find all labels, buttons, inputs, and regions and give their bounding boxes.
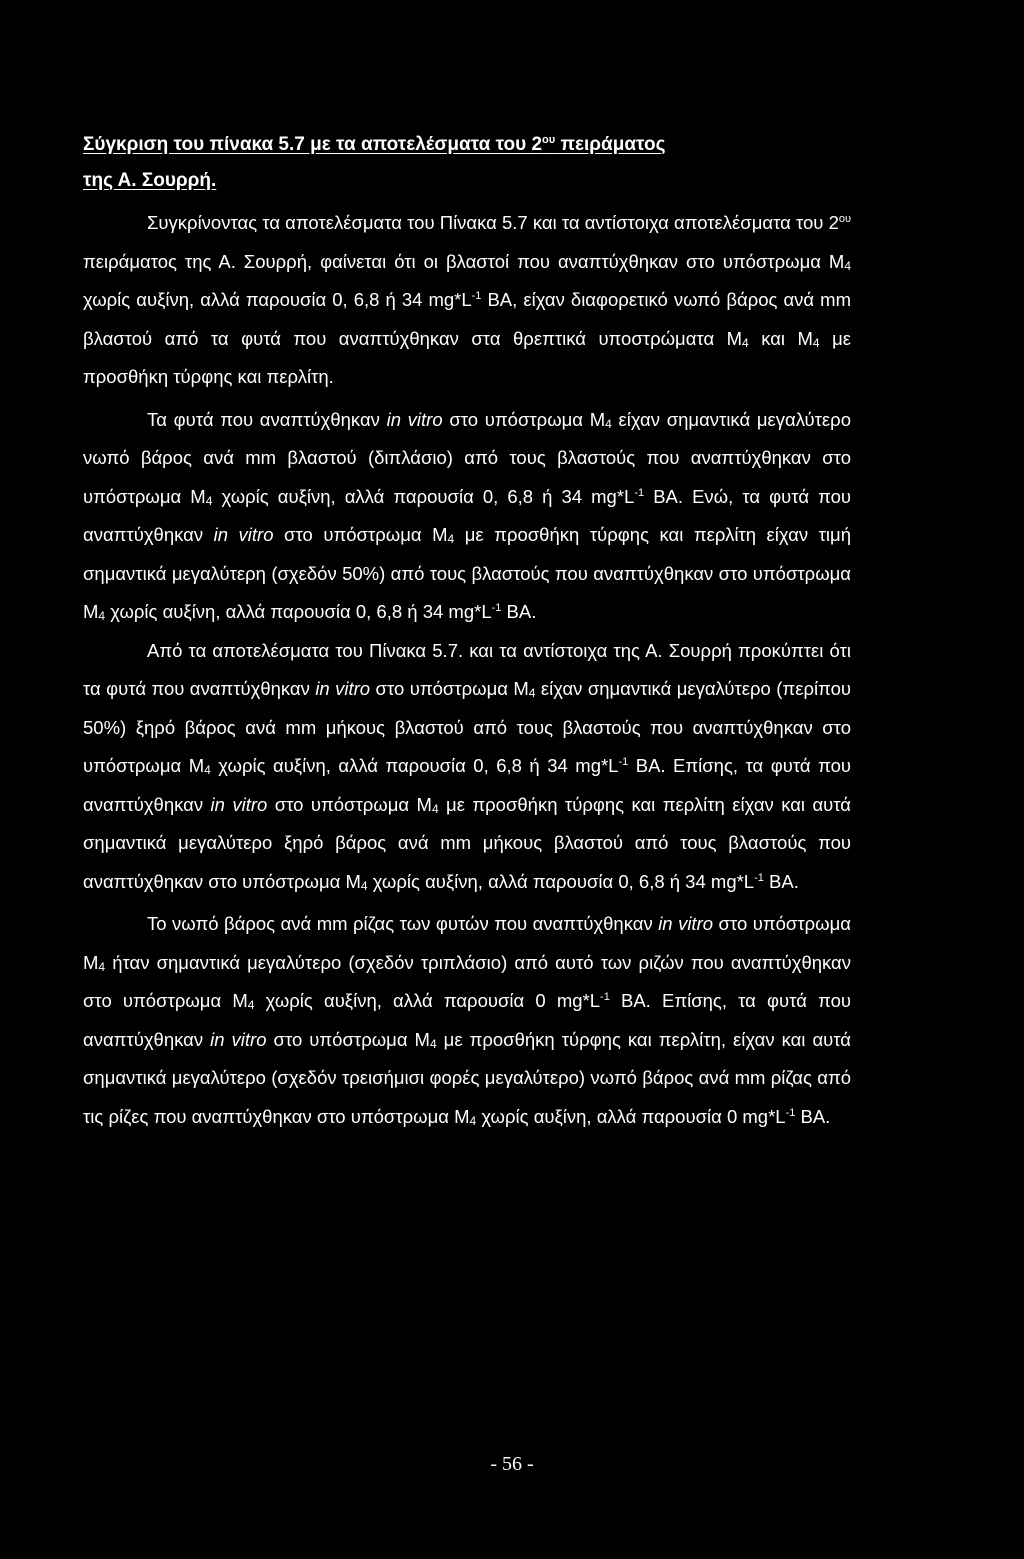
paragraph-2: Τα φυτά που αναπτύχθηκαν in vitro στο υπόστρωμα $M_4$ είχαν σημαντικά μεγαλύτερο νωπό βάρος ανά mm βλαστού (διπλάσιο) από τους βλαστούς που αναπτύχθηκαν στο υπόστρωμα $M_4$ χωρίς αυξίνη, αλλά παρουσία 0, 6,8 ή 34 $mg*L^{-1}$ ΒΑ. Ενώ, τα φυτά που αναπτύχθηκαν in vitro στο υπόστρωμα $M_4$ με προσθήκη τύρφης και περλίτη είχαν τιμή σημαντικά μεγαλύτερη (σχεδόν 50%) από τους βλαστούς που αναπτύχθηκαν στο υπόστρωμα $M_4$ χωρίς αυξίνη, αλλά παρουσία 0, 6,8 ή 34 $mg*L^{-1}$ ΒΑ. bbox=[83, 408, 851, 623]
paragraph-3: Από τα αποτελέσματα του Πίνακα 5.7. και τα αντίστοιχα της Α. Σουρρή προκύπτει ότι τα φυτά που αναπτύχθηκαν in vitro στο υπόστρωμα $M_4$ είχαν σημαντικά μεγαλύτερο (περίπου 50%) ξηρό βάρος ανά mm μήκους βλαστού από τους βλαστούς που αναπτύχθηκαν στο υπόστρωμα $M_4$ χωρίς αυξίνη, αλλά παρουσία 0, 6,8 ή 34 $mg*L^{-1}$ ΒΑ. Επίσης, τα φυτά που αναπτύχθηκαν in vitro στο υπόστρωμα $M_4$ με προσθήκη τύρφης και περλίτη είχαν και αυτά σημαντικά μεγαλύτερο ξηρό βάρος ανά mm μήκους βλαστού από τους βλαστούς που αναπτύχθηκαν στο υπόστρωμα $M_4$ χωρίς αυξίνη, αλλά παρουσία 0, 6,8 ή 34 $mg*L^{-1}$ ΒΑ. bbox=[83, 639, 852, 893]
paragraph-4: Το νωπό βάρος ανά mm ρίζας των φυτών που αναπτύχθηκαν in vitro στο υπόστρωμα $M_4$ ήταν σημαντικά μεγαλύτερο (σχεδόν τριπλάσιο) από αυτό των ριζών που αναπτύχθηκαν στο υπόστρωμα $M_4$ χωρίς αυξίνη, αλλά παρουσία 0 $mg*L^{-1}$ ΒΑ. Επίσης, τα φυτά που αναπτύχθηκαν in vitro στο υπόστρωμα $M_4$ με προσθήκη τύρφης και περλίτη, είχαν και αυτά σημαντικά μεγαλύτερο (σχεδόν τρεισήμισι φορές μεγαλύτερο) νωπό βάρος ανά mm ρίζας από τις ρίζες που αναπτύχθηκαν στο υπόστρωμα $M_4$ χωρίς αυξίνη, αλλά παρουσία 0 $mg*L^{-1}$ ΒΑ. bbox=[83, 913, 851, 1128]
document-page bbox=[83, 127, 851, 1136]
section-heading: Σύγκριση του πίνακα 5.7 με τα αποτελέσματα του $2^{o\upsilon}$ πειράματος της Α. Σουρρή. bbox=[83, 134, 666, 191]
paragraph-1: Συγκρίνοντας τα αποτελέσματα του Πίνακα 5.7 και τα αντίστοιχα αποτελέσματα του $2^{o\upsilon}$ πειράματος της Α. Σουρρή, φαίνεται ότι οι βλαστοί που αναπτύχθηκαν στο υπόστρωμα $M_4$ χωρίς αυξίνη, αλλά παρουσία 0, 6,8 ή 34 $mg*L^{-1}$ ΒΑ, είχαν διαφορετικό νωπό βάρος ανά mm βλαστού από τα φυτά που αναπτύχθηκαν στα θρεπτικά υποστρώματα $M_4$ και $M_4$ με προσθήκη τύρφης και περλίτη. bbox=[83, 212, 851, 387]
page-number: - 56 - bbox=[490, 1453, 534, 1475]
